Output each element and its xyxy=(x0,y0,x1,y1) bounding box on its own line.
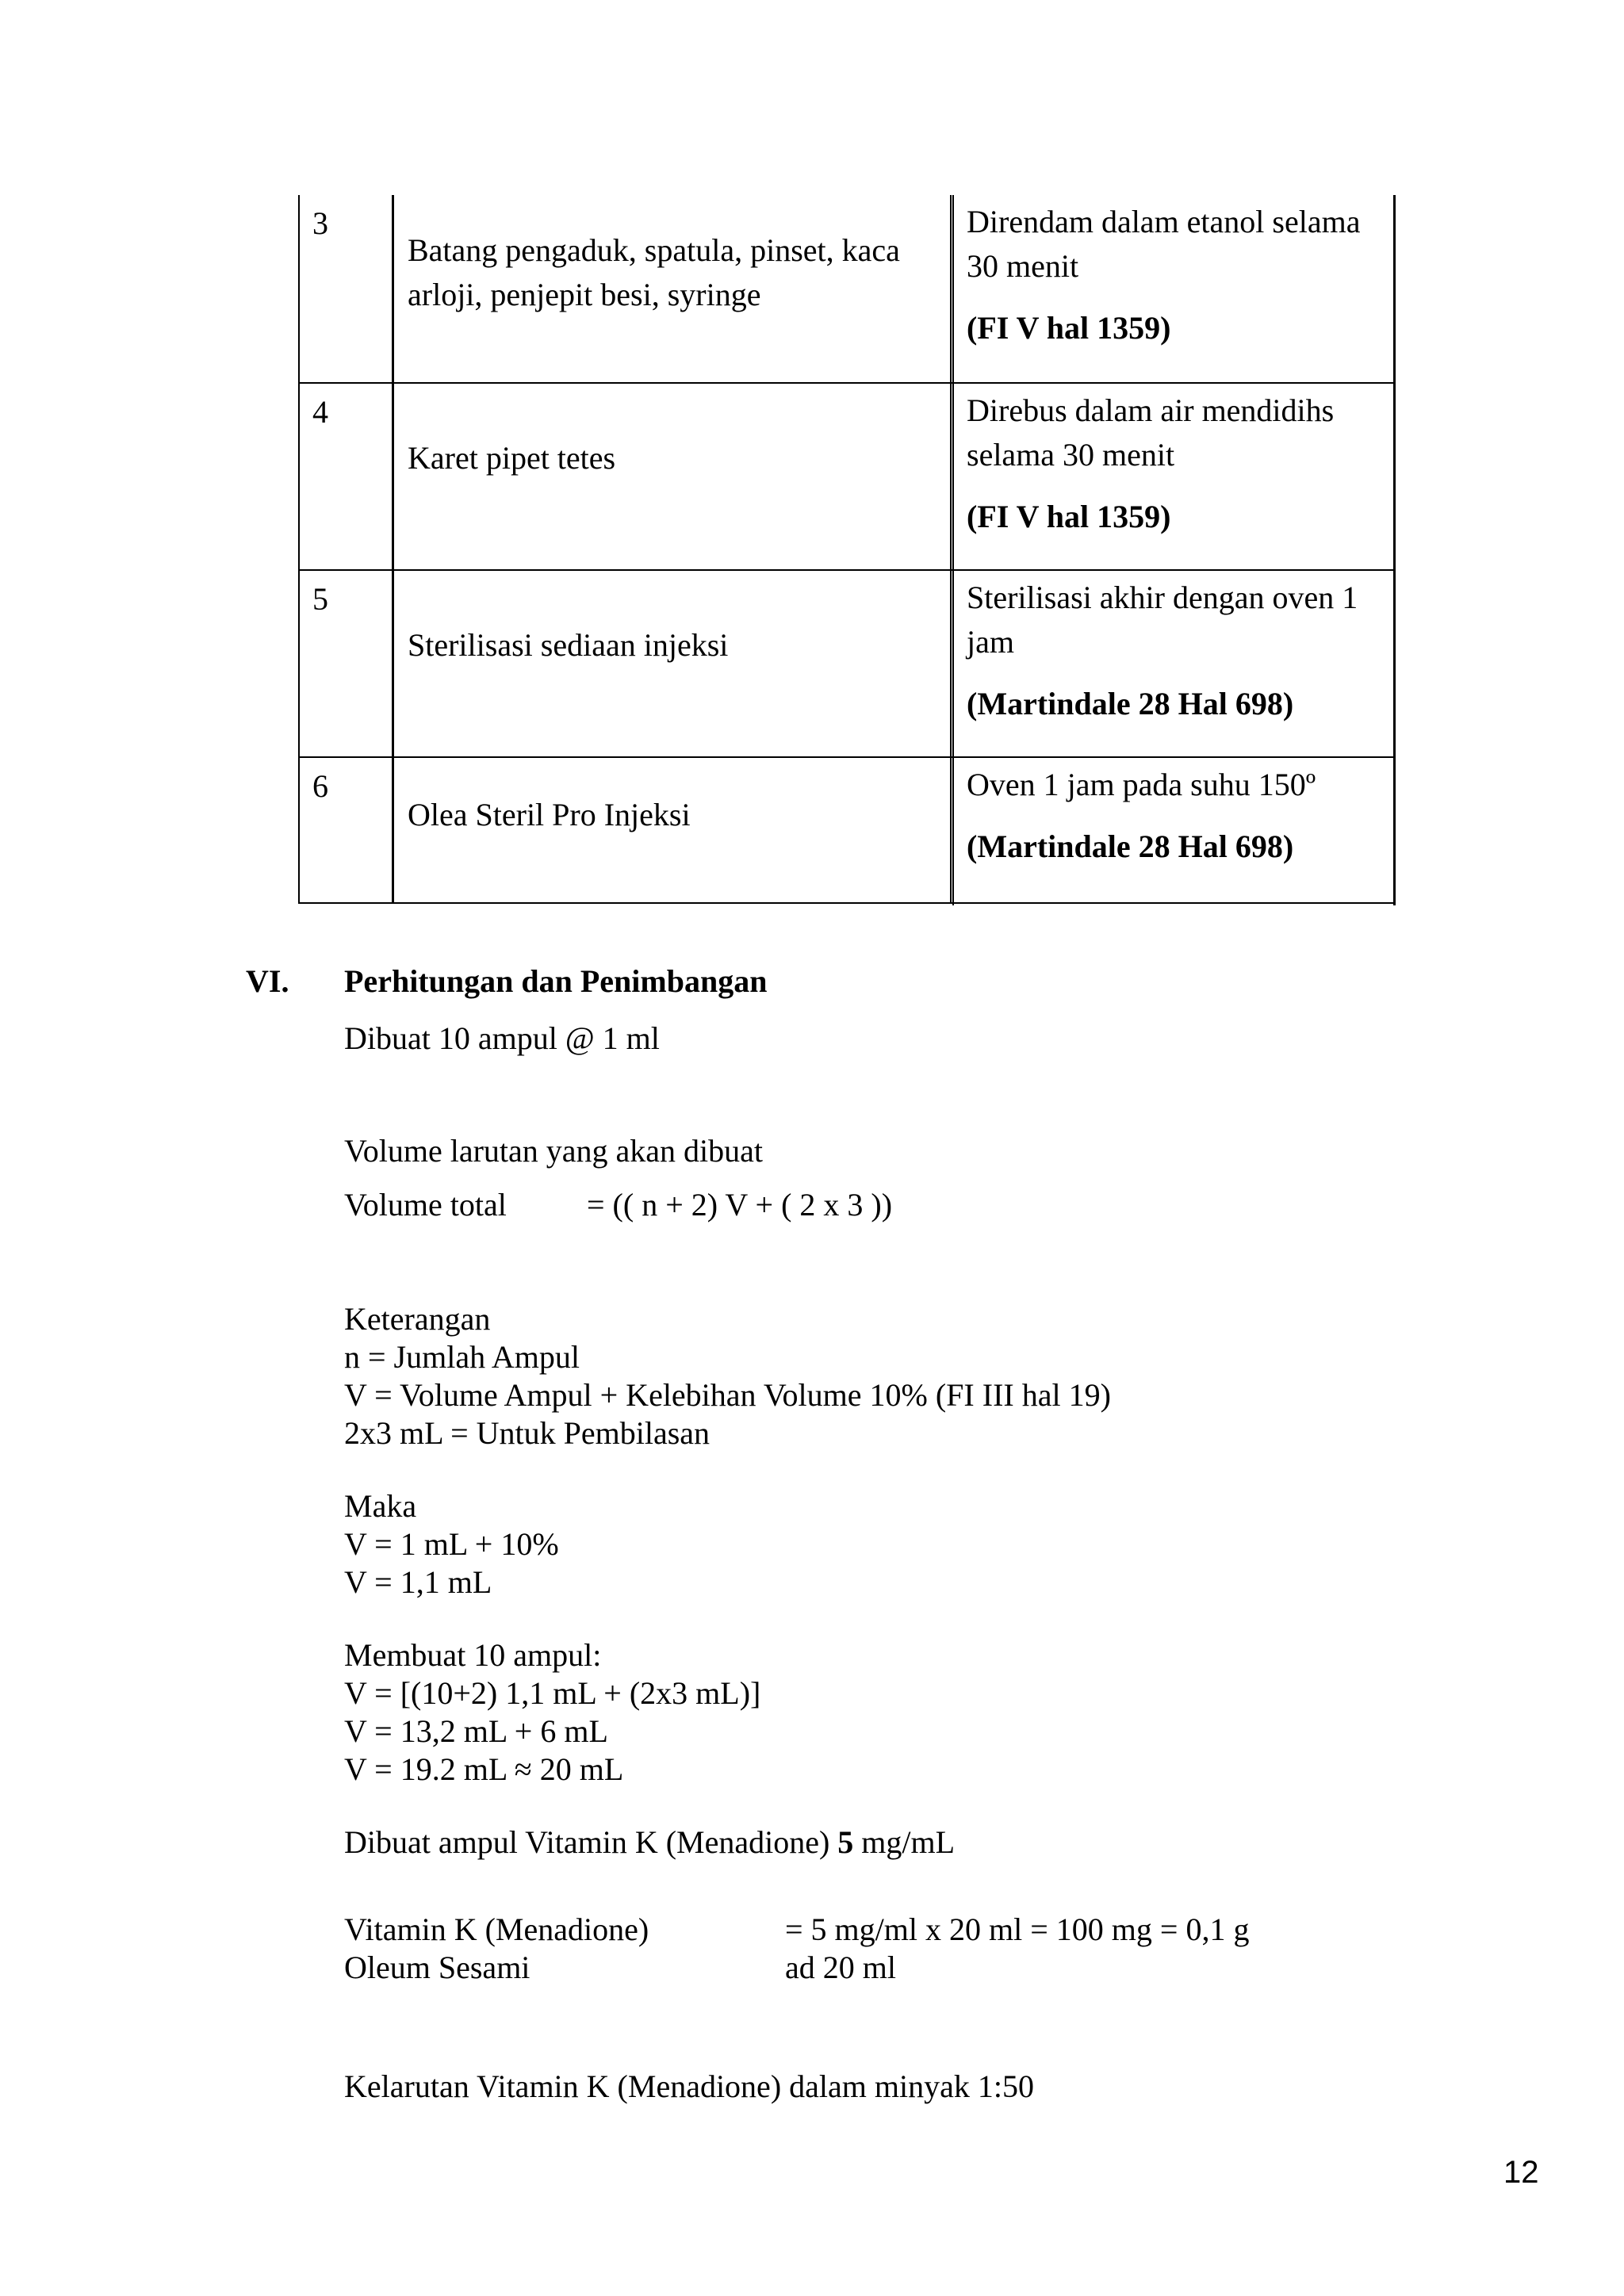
volume-heading: Volume larutan yang akan dibuat xyxy=(344,1133,764,1169)
column-divider xyxy=(392,195,394,904)
ampul-line: V = 13,2 mL + 6 mL xyxy=(344,1713,608,1749)
row-divider xyxy=(298,382,1396,384)
row-method xyxy=(952,571,1396,758)
made-statement: Dibuat 10 ampul @ 1 ml xyxy=(344,1020,660,1056)
concentration-statement xyxy=(344,1823,955,1862)
ampul-line: V = [(10+2) 1,1 mL + (2x3 mL)] xyxy=(344,1675,761,1711)
row-item-text: Olea Steril Pro Injeksi xyxy=(408,797,691,832)
page-number: 12 xyxy=(1503,2155,1539,2190)
maka-block xyxy=(344,1487,559,1601)
row-method-reference: (FI V hal 1359) xyxy=(967,310,1171,346)
ingredient-name: Vitamin K (Menadione) xyxy=(344,1911,649,1947)
concentration-suffix: mg/mL xyxy=(853,1824,956,1860)
row-method-text: Oven 1 jam pada suhu 150º xyxy=(967,767,1316,802)
row-divider xyxy=(298,756,1396,758)
row-number: 3 xyxy=(312,205,328,241)
row-item-text: Batang pengaduk, spatula, pinset, kaca arloji, penjepit besi, syringe xyxy=(408,232,900,312)
table-row xyxy=(298,195,1396,384)
notes-block xyxy=(344,1300,1111,1452)
ingredient-amount: = 5 mg/ml x 20 ml = 100 mg = 0,1 g xyxy=(785,1911,1250,1947)
row-item-text: Karet pipet tetes xyxy=(408,440,616,476)
notes-heading: Keterangan xyxy=(344,1301,491,1337)
column-divider xyxy=(950,195,952,904)
row-method xyxy=(952,384,1396,571)
table-border-left xyxy=(298,195,300,904)
volume-total-formula: = (( n + 2) V + ( 2 x 3 )) xyxy=(587,1187,893,1223)
volume-total-label: Volume total xyxy=(344,1187,507,1223)
ingredient-amount: ad 20 ml xyxy=(785,1950,896,1985)
solubility-statement: Kelarutan Vitamin K (Menadione) dalam minyak 1:50 xyxy=(344,2068,1034,2104)
row-method-text: Sterilisasi akhir dengan oven 1 jam xyxy=(967,580,1358,660)
table-border-right xyxy=(1393,195,1396,905)
row-method-text: Direbus dalam air mendidihs selama 30 menit xyxy=(967,392,1335,473)
row-method-text: Direndam dalam etanol selama 30 menit xyxy=(967,204,1361,284)
ingredient-name: Oleum Sesami xyxy=(344,1950,530,1985)
concentration-prefix: Dibuat ampul Vitamin K (Menadione) xyxy=(344,1824,838,1860)
note-line: V = Volume Ampul + Kelebihan Volume 10% (FI III hal 19) xyxy=(344,1377,1111,1413)
row-method xyxy=(952,758,1396,904)
maka-line: V = 1 mL + 10% xyxy=(344,1526,559,1562)
column-divider xyxy=(952,195,954,905)
maka-heading: Maka xyxy=(344,1488,417,1524)
row-number: 4 xyxy=(312,394,328,430)
table-border-bottom xyxy=(298,902,1396,904)
ampul-line: V = 19.2 mL ≈ 20 mL xyxy=(344,1751,624,1787)
concentration-value: 5 xyxy=(837,1824,854,1860)
row-method xyxy=(952,195,1396,384)
ampul-calc-block xyxy=(344,1636,760,1789)
sterilization-table xyxy=(298,195,1396,904)
note-line: n = Jumlah Ampul xyxy=(344,1339,580,1375)
row-number: 6 xyxy=(312,768,328,804)
row-number: 5 xyxy=(312,581,328,617)
section-number: VI. xyxy=(246,963,289,999)
table-row xyxy=(298,384,1396,571)
row-divider xyxy=(298,569,1396,571)
row-method-reference: (Martindale 28 Hal 698) xyxy=(967,686,1294,721)
ampul-heading: Membuat 10 ampul: xyxy=(344,1637,602,1673)
section-title: Perhitungan dan Penimbangan xyxy=(344,963,768,999)
row-item-text: Sterilisasi sediaan injeksi xyxy=(408,627,729,663)
table-row xyxy=(298,758,1396,904)
row-method-reference: (Martindale 28 Hal 698) xyxy=(967,828,1294,864)
maka-line: V = 1,1 mL xyxy=(344,1564,492,1600)
row-method-reference: (FI V hal 1359) xyxy=(967,499,1171,534)
table-row xyxy=(298,571,1396,758)
note-line: 2x3 mL = Untuk Pembilasan xyxy=(344,1415,710,1451)
